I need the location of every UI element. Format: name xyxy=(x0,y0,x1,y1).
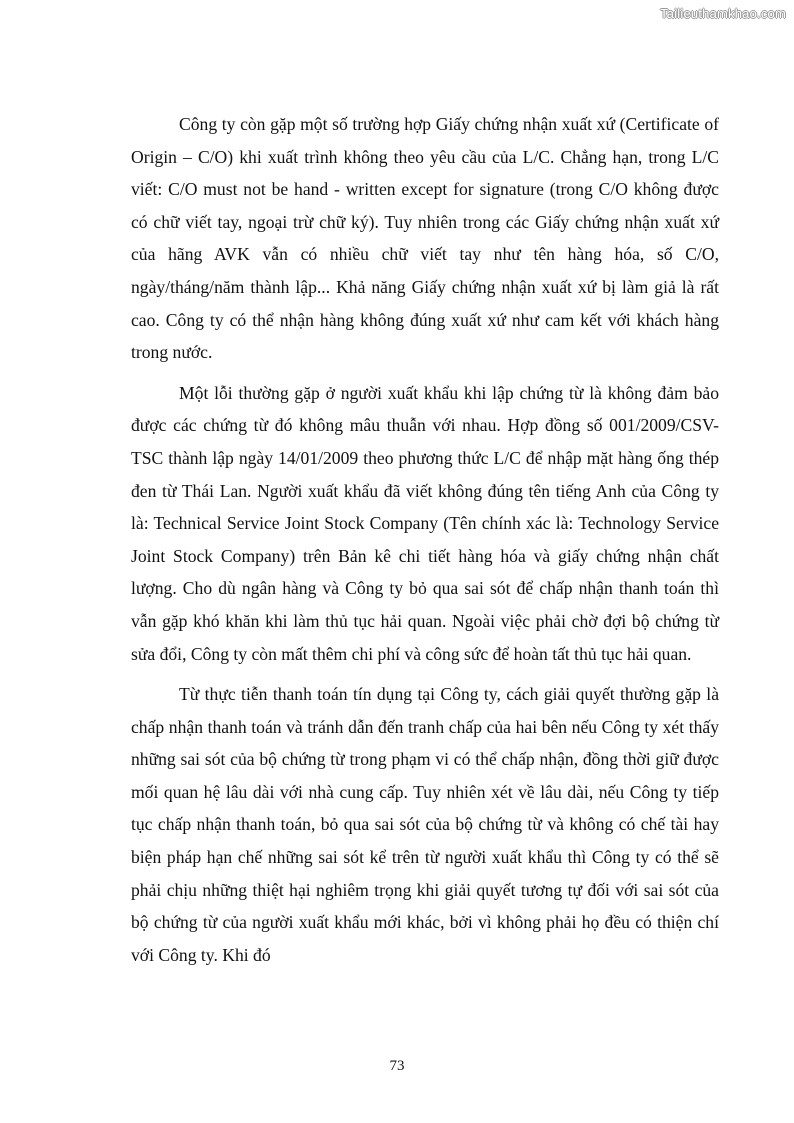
paragraph-document-errors: Một lỗi thường gặp ở người xuất khẩu khi lập chứng từ là không đảm bảo được các chứng từ đó không mâu thuẫn với nhau. Hợp đồng số 001/2009/CSV-TSC thành lập ngày 14/01/2009 theo phương thức L/C để nhập mặt hàng ống thép đen từ Thái Lan. Người xuất khẩu đã viết không đúng tên tiếng Anh của Công ty là: Technical Service Joint Stock Company (Tên chính xác là: Technology Service Joint Stock Company) trên Bản kê chi tiết hàng hóa và giấy chứng nhận chất lượng. Cho dù ngân hàng và Công ty bỏ qua sai sót để chấp nhận thanh toán thì vẫn gặp khó khăn khi làm thủ tục hải quan. Ngoài việc phải chờ đợi bộ chứng từ sửa đổi, Công ty còn mất thêm chi phí và công sức để hoàn tất thủ tục hải quan. xyxy=(131,382,719,664)
paragraph-payment-practice: Từ thực tiễn thanh toán tín dụng tại Công ty, cách giải quyết thường gặp là chấp nhận thanh toán và tránh dẫn đến tranh chấp của hai bên nếu Công ty xét thấy những sai sót của bộ chứng từ trong phạm vi có thể chấp nhận, đồng thời giữ được mối quan hệ lâu dài với nhà cung cấp. Tuy nhiên xét về lâu dài, nếu Công ty tiếp tục chấp nhận thanh toán, bỏ qua sai sót của bộ chứng từ và không có chế tài hay biện pháp hạn chế những sai sót kể trên từ người xuất khẩu thì Công ty có thể sẽ phải chịu những thiệt hại nghiêm trọng khi giải quyết tương tự đối với sai sót của bộ chứng từ của người xuất khẩu mới khác, bởi vì không phải họ đều có thiện chí với Công ty. Khi đó xyxy=(131,684,719,965)
watermark-text: Tailieuthamkhao.com xyxy=(660,6,786,21)
paragraph-certificate-of-origin: Công ty còn gặp một số trường hợp Giấy chứng nhận xuất xứ (Certificate of Origin – C/O) khi xuất trình không theo yêu cầu của L/C. Chẳng hạn, trong L/C viết: C/O must not be hand - written except for signature (trong C/O không được có chữ viết tay, ngoại trừ chữ ký). Tuy nhiên trong các Giấy chứng nhận xuất xứ của hãng AVK vẫn có nhiều chữ viết tay như tên hàng hóa, số C/O, ngày/tháng/năm thành lập... Khả năng Giấy chứng nhận xuất xứ bị làm giả là rất cao. Công ty có thể nhận hàng không đúng xuất xứ như cam kết với khách hàng trong nước. xyxy=(131,114,719,363)
page-number: 73 xyxy=(389,1058,405,1074)
document-body xyxy=(131,108,719,979)
